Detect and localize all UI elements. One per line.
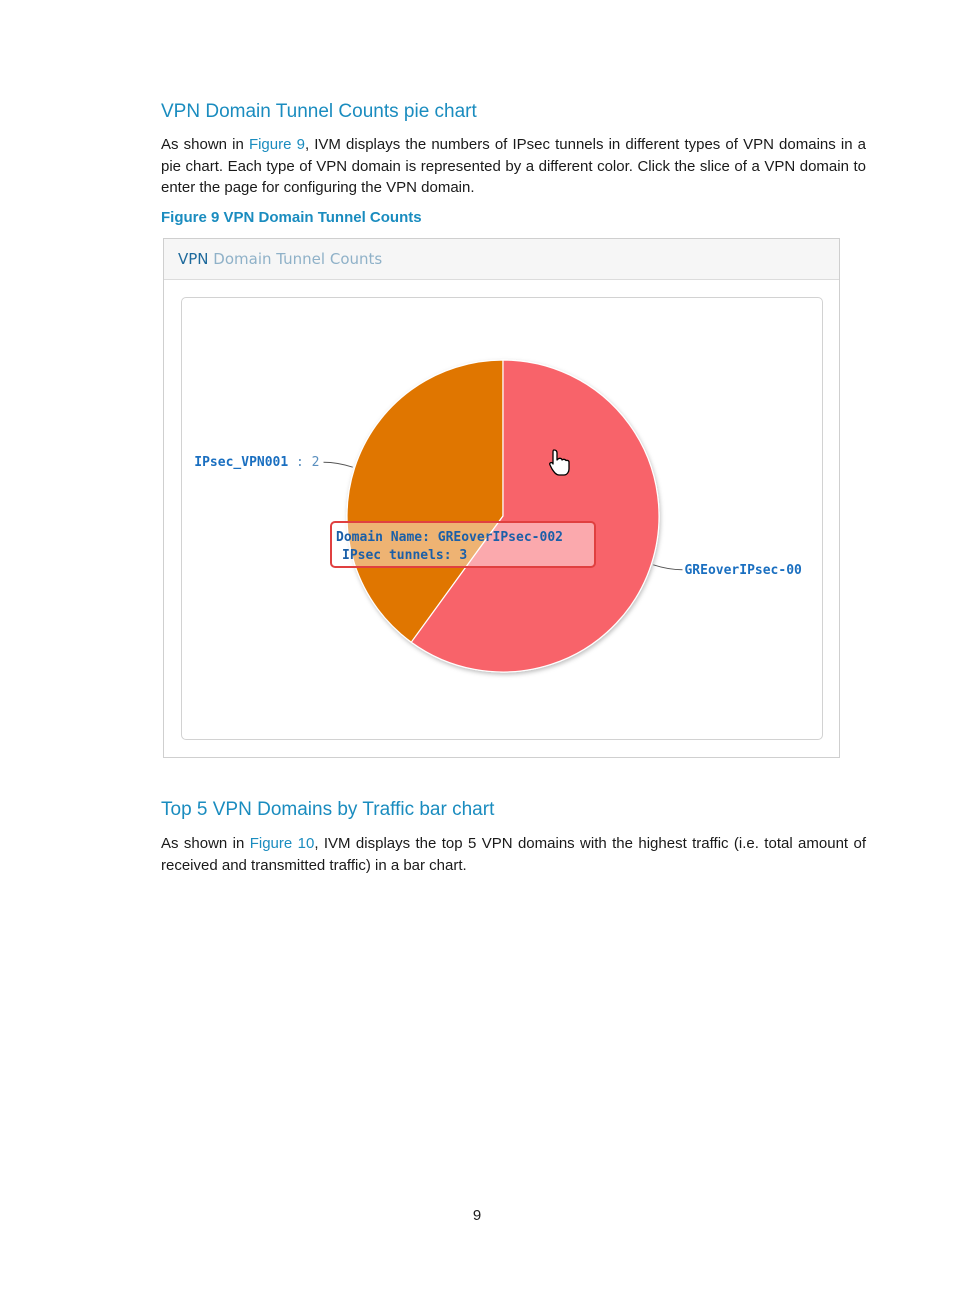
panel-title-rest: Domain Tunnel Counts <box>208 250 383 268</box>
label-connector <box>653 565 682 570</box>
paragraph-text: As shown in <box>161 835 250 852</box>
pie-label-ipsec_vpn001: IPsec_VPN001 : 2 <box>194 455 320 471</box>
tooltip-tunnel-count: IPsec tunnels: 3 <box>342 548 468 563</box>
paragraph-text: , IVM displays the top 5 VPN domains with the highest traffic (i.e. total amount of received and transmitted traffic) in a bar chart. <box>161 835 866 874</box>
paragraph-text: , IVM displays the numbers of IPsec tunnels in different types of VPN domains in a pie chart. Each type of VPN domain is represented by a different color. Click the slice of a VPN domain to enter the page for configuring the VPN domain. <box>161 136 867 196</box>
pie-tooltip <box>331 522 595 567</box>
section-heading-bar-chart: Top 5 VPN Domains by Traffic bar chart <box>161 799 495 820</box>
chart-container <box>181 297 823 740</box>
vpn-domain-tunnel-counts-panel <box>163 238 840 758</box>
label-connector <box>324 462 353 467</box>
section-paragraph-bar-chart <box>161 833 866 876</box>
paragraph-text: As shown in <box>161 136 249 153</box>
pie-label-greoveripsec-002: GREoverIPsec-00 <box>684 562 802 578</box>
section-paragraph-pie-chart <box>161 134 866 199</box>
page-number: 9 <box>472 1207 482 1224</box>
panel-title-accent: VPN <box>178 250 209 268</box>
figure-10-link[interactable]: Figure 10 <box>249 835 315 852</box>
figure-caption: Figure 9 VPN Domain Tunnel Counts <box>161 209 422 226</box>
section-heading-pie-chart: VPN Domain Tunnel Counts pie chart <box>161 101 477 122</box>
figure-9-link[interactable]: Figure 9 <box>248 136 305 153</box>
pie-chart <box>182 298 822 739</box>
tooltip-domain-name: Domain Name: GREoverIPsec-002 <box>336 530 563 545</box>
panel-title <box>164 239 839 280</box>
